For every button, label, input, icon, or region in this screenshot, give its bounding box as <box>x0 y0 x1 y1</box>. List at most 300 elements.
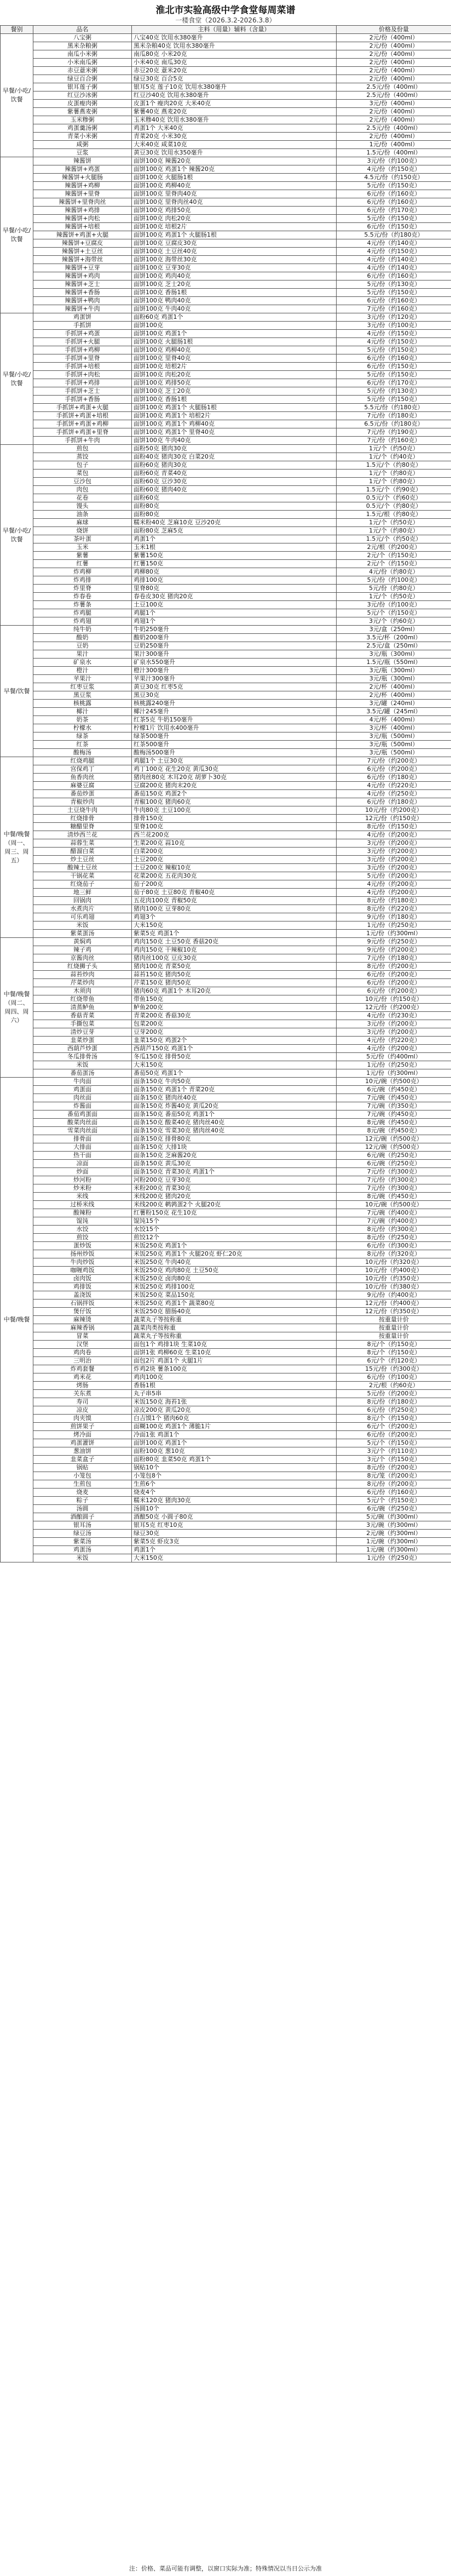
ingredients-cell: 面粉80克 芝麻5克 <box>132 527 337 535</box>
column-header-price: 价格及份量 <box>337 26 451 34</box>
ingredients-cell: 里脊100克 <box>132 823 337 831</box>
ingredients-cell: 烧麦4个 <box>132 1489 337 1497</box>
price-cell: 4元/份（约200克） <box>337 1045 451 1053</box>
price-cell: 4.5元/份（约150克） <box>337 174 451 182</box>
table-row <box>1 1053 451 1061</box>
ingredients-cell: 面饼100克 牛肉40克 <box>132 437 337 445</box>
dish-name-cell: 小米南瓜粥 <box>33 59 132 67</box>
price-cell: 3元/瓶（500ml） <box>337 732 451 741</box>
dish-name-cell: 炸鸡腿 <box>33 609 132 617</box>
ingredients-cell: 黄豆30克 红枣5克 <box>132 683 337 691</box>
ingredients-cell: 河粉200克 豆芽30克 <box>132 1176 337 1184</box>
dish-name-cell: 手抓饼+鸡蛋+里脊 <box>33 428 132 437</box>
ingredients-cell: 南瓜80克 小米20克 <box>132 50 337 59</box>
table-row <box>1 954 451 963</box>
table-row <box>1 502 451 511</box>
table-row <box>1 239 451 248</box>
ingredients-cell: 煎饺12个 <box>132 1234 337 1242</box>
price-cell: 6元/份（约100克） <box>337 1373 451 1382</box>
table-row <box>1 1505 451 1513</box>
price-cell: 7元/碗（约450克） <box>337 1094 451 1102</box>
table-row <box>1 396 451 404</box>
dish-name-cell: 手抓饼+香肠 <box>33 396 132 404</box>
ingredients-cell: 土豆200克 <box>132 856 337 864</box>
dish-name-cell: 醋溜白菜 <box>33 848 132 856</box>
dish-name-cell: 核桃露 <box>33 700 132 708</box>
ingredients-cell: 五花肉100克 青椒50克 <box>132 897 337 905</box>
price-cell: 12元/份（约350克） <box>337 1308 451 1316</box>
price-cell: 3元/份（400ml） <box>337 100 451 108</box>
table-row <box>1 732 451 741</box>
dish-name-cell: 炸鸡柳 <box>33 568 132 576</box>
table-row <box>1 1283 451 1291</box>
table-row <box>1 741 451 749</box>
table-row <box>1 1530 451 1538</box>
ingredients-cell: 面粉60克 <box>132 494 337 502</box>
ingredients-cell: 绿豆30克 <box>132 1530 337 1538</box>
price-cell: 3元/盒（250ml） <box>337 626 451 634</box>
ingredients-cell: 面饼100克 芝士20克 <box>132 387 337 396</box>
dish-name-cell: 青菜小米粥 <box>33 133 132 141</box>
dish-name-cell: 锅贴 <box>33 1464 132 1472</box>
dish-name-cell: 红枣豆浆 <box>33 683 132 691</box>
price-cell: 10元/份（约320克） <box>337 1258 451 1267</box>
dish-name-cell: 蒜苔炒肉 <box>33 971 132 979</box>
price-cell: 5元/份（约130克） <box>337 281 451 289</box>
ingredients-cell: 面饼100克 鸭肉40克 <box>132 297 337 305</box>
table-row <box>1 872 451 880</box>
table-row <box>1 1546 451 1554</box>
ingredients-cell: 猪肉丝80克 木耳20克 胡萝卜30克 <box>132 774 337 782</box>
table-row <box>1 626 451 634</box>
price-cell: 7元/碗（约350克） <box>337 1102 451 1110</box>
dish-name-cell: 辣酱饼+豆芽 <box>33 264 132 272</box>
ingredients-cell: 面饼100克 鸡蛋1个 火腿肠1根 <box>132 404 337 412</box>
ingredients-cell: 赤豆20克 薏米20克 <box>132 67 337 75</box>
price-cell: 4元/份（约220克） <box>337 782 451 790</box>
ingredients-cell: 面糊100克 鸡蛋1个 薄脆1片 <box>132 1423 337 1431</box>
table-row <box>1 157 451 165</box>
price-cell: 4元/份（约140克） <box>337 239 451 248</box>
table-row <box>1 330 451 338</box>
ingredients-cell: 香肠1根 <box>132 1382 337 1390</box>
ingredients-cell: 面饼100克 火腿肠1根 <box>132 174 337 182</box>
ingredients-cell: 牛奶250毫升 <box>132 626 337 634</box>
ingredients-cell: 鸡腿1个 <box>132 609 337 617</box>
ingredients-cell: 椰汁245毫升 <box>132 708 337 716</box>
ingredients-cell: 皮蛋1个 瘦肉20克 大米40克 <box>132 100 337 108</box>
dish-name-cell: 玉米 <box>33 543 132 552</box>
table-row <box>1 207 451 215</box>
price-cell: 5元/份（约150克） <box>337 182 451 190</box>
table-row <box>1 1489 451 1497</box>
ingredients-cell: 面饼100克 海带丝30克 <box>132 256 337 264</box>
ingredients-cell: 米线200克 猪肉20克 <box>132 1193 337 1201</box>
price-cell: 5元/份（约200克） <box>337 1390 451 1398</box>
price-cell: 6元/个（约200克） <box>337 1423 451 1431</box>
table-row <box>1 1390 451 1398</box>
ingredients-cell: 面饼100克 鸡蛋1个 火腿肠1根 <box>132 231 337 239</box>
dish-name-cell: 水饺 <box>33 1226 132 1234</box>
ingredients-cell: 冬瓜150克 排骨50克 <box>132 1053 337 1061</box>
table-row <box>1 379 451 387</box>
ingredients-cell: 面饼100克 鸡排50克 <box>132 379 337 387</box>
dish-name-cell: 辣酱饼+肉松 <box>33 215 132 223</box>
ingredients-cell: 面包2片 鸡蛋1个 火腿1片 <box>132 1357 337 1365</box>
column-header-dish: 品名 <box>33 26 132 34</box>
ingredients-cell: 紫菜5克 虾皮3克 <box>132 1538 337 1546</box>
ingredients-cell: 猪肉60克 鸡蛋1个 木耳20克 <box>132 987 337 995</box>
table-row <box>1 264 451 272</box>
table-row <box>1 34 451 42</box>
dish-name-cell: 小笼包 <box>33 1472 132 1480</box>
table-row <box>1 609 451 617</box>
table-row <box>1 1324 451 1332</box>
ingredients-cell: 鸡蛋1个 <box>132 1546 337 1554</box>
price-cell: 6元/份（约160克） <box>337 297 451 305</box>
price-cell: 12元/碗（约500克） <box>337 1135 451 1143</box>
table-row <box>1 1086 451 1094</box>
price-cell: 1元/碗（约300ml） <box>337 1538 451 1546</box>
table-row <box>1 1102 451 1110</box>
dish-name-cell: 辣酱饼+豆腐皮 <box>33 239 132 248</box>
ingredients-cell: 酸梅汤500毫升 <box>132 749 337 757</box>
table-header-row <box>1 26 451 34</box>
table-row <box>1 371 451 379</box>
ingredients-cell: 豆奶250毫升 <box>132 642 337 650</box>
table-row <box>1 486 451 494</box>
price-cell: 6元/份（约200克） <box>337 987 451 995</box>
table-row <box>1 979 451 987</box>
ingredients-cell: 糯米120克 猪肉30克 <box>132 1497 337 1505</box>
ingredients-cell: 银耳5克 莲子10克 饮用水380毫升 <box>132 83 337 91</box>
dish-name-cell: 酒酿圆子 <box>33 1513 132 1521</box>
ingredients-cell: 面饼100克 香肠1根 <box>132 396 337 404</box>
table-row <box>1 297 451 305</box>
dish-name-cell: 酸梅汤 <box>33 749 132 757</box>
ingredients-cell: 猪肉100克 豆芽80克 <box>132 905 337 913</box>
table-row <box>1 1078 451 1086</box>
table-row <box>1 1398 451 1406</box>
dish-name-cell: 土豆烧牛肉 <box>33 806 132 815</box>
dish-name-cell: 芹菜炒肉 <box>33 979 132 987</box>
dish-name-cell: 蛋炒饭 <box>33 1242 132 1250</box>
price-cell: 5元/份（约200克） <box>337 872 451 880</box>
dish-name-cell: 辣酱饼+鸡柳 <box>33 182 132 190</box>
table-row <box>1 897 451 905</box>
ingredients-cell: 米饭250克 鸡蛋1个 蔬菜80克 <box>132 1300 337 1308</box>
ingredients-cell: 红豆沙40克 饮用水380毫升 <box>132 91 337 100</box>
price-cell: 9元/份（约180克） <box>337 913 451 921</box>
price-cell: 4元/份（约150克） <box>337 338 451 346</box>
ingredients-cell: 炸鸡2块 薯条100克 <box>132 1365 337 1373</box>
dish-name-cell: 包子 <box>33 461 132 470</box>
ingredients-cell: 蒜苔150克 猪肉50克 <box>132 971 337 979</box>
ingredients-cell: 丸子串5串 <box>132 1390 337 1398</box>
table-row <box>1 437 451 445</box>
price-cell: 5元/份（约400ml） <box>337 1053 451 1061</box>
price-cell: 7元/份（约160克） <box>337 437 451 445</box>
price-cell: 6元/碗（约250克） <box>337 1160 451 1168</box>
price-cell: 5.5元/份（约180克） <box>337 404 451 412</box>
table-row <box>1 1439 451 1447</box>
table-row <box>1 527 451 535</box>
dish-name-cell: 地三鲜 <box>33 889 132 897</box>
table-row <box>1 921 451 930</box>
table-row <box>1 987 451 995</box>
dish-name-cell: 鸡米花 <box>33 1373 132 1382</box>
table-row <box>1 412 451 420</box>
table-row <box>1 716 451 724</box>
table-row <box>1 848 451 856</box>
ingredients-cell: 豆芽200克 <box>132 1028 337 1037</box>
table-row <box>1 338 451 346</box>
ingredients-cell: 黑豆30克 <box>132 691 337 700</box>
ingredients-cell: 绿豆30克 百合5克 <box>132 75 337 83</box>
dish-name-cell: 鸡蛋面 <box>33 1086 132 1094</box>
ingredients-cell: 芹菜150克 猪肉50克 <box>132 979 337 987</box>
dish-name-cell: 麻辣香锅 <box>33 1324 132 1332</box>
price-cell: 8元/个（约150克） <box>337 1349 451 1357</box>
ingredients-cell: 小笼包8个 <box>132 1472 337 1480</box>
dish-name-cell: 豆浆 <box>33 149 132 157</box>
price-cell: 3元/份（约200克） <box>337 848 451 856</box>
ingredients-cell: 大米150克 <box>132 1554 337 1562</box>
ingredients-cell: 面条150克 芝麻酱20克 <box>132 1152 337 1160</box>
ingredients-cell: 鲈鱼200克 <box>132 1004 337 1012</box>
table-row <box>1 50 451 59</box>
table-row <box>1 963 451 971</box>
ingredients-cell: 白吉馍1个 猪肉60克 <box>132 1415 337 1423</box>
table-row <box>1 782 451 790</box>
dish-name-cell: 辣酱饼+海带丝 <box>33 256 132 264</box>
price-cell: 2元/份（400ml） <box>337 50 451 59</box>
menu-title: 淮北市实验高级中学食堂每周菜谱 <box>155 5 296 16</box>
dish-name-cell: 炒米粉 <box>33 1184 132 1193</box>
ingredients-cell: 米饭250克 鸡肉80克 土豆50克 <box>132 1267 337 1275</box>
table-row <box>1 281 451 289</box>
table-row <box>1 1472 451 1480</box>
dish-name-cell: 豆奶 <box>33 642 132 650</box>
ingredients-cell: 面饼100克 里脊肉40克 <box>132 190 337 198</box>
price-cell: 2.5元/份（400ml） <box>337 83 451 91</box>
table-row <box>1 938 451 946</box>
table-row <box>1 1300 451 1308</box>
table-row <box>1 749 451 757</box>
dish-name-cell: 橙汁 <box>33 667 132 675</box>
dish-name-cell: 凉皮 <box>33 1406 132 1415</box>
table-row <box>1 346 451 354</box>
dish-name-cell: 大排面 <box>33 1143 132 1152</box>
price-cell: 10元/份（约380克） <box>337 1283 451 1291</box>
table-row <box>1 905 451 913</box>
price-cell: 8元/碗（约450克） <box>337 1127 451 1135</box>
dish-name-cell: 红茶 <box>33 741 132 749</box>
ingredients-cell: 面饼100克 鸡蛋1个 <box>132 1439 337 1447</box>
table-row <box>1 601 451 609</box>
dish-name-cell: 咸粥 <box>33 141 132 149</box>
price-cell: 8元/份（约180克） <box>337 1398 451 1406</box>
table-row <box>1 1037 451 1045</box>
price-cell: 3元/份（约200克） <box>337 856 451 864</box>
price-cell: 1元/个（约50克） <box>337 445 451 453</box>
table-row <box>1 971 451 979</box>
price-cell: 4元/份（约80克） <box>337 568 451 576</box>
price-cell: 8元/笼（约200克） <box>337 1472 451 1480</box>
price-cell: 8元/份（约200克） <box>337 1464 451 1472</box>
dish-name-cell: 奶茶 <box>33 716 132 724</box>
price-cell: 2元/杯（400ml） <box>337 691 451 700</box>
table-row <box>1 100 451 108</box>
price-cell: 3元/瓶（300ml） <box>337 650 451 659</box>
ingredients-cell: 面条150克 排骨80克 <box>132 1135 337 1143</box>
price-cell: 7元/碗（约400克） <box>337 1217 451 1226</box>
table-row <box>1 75 451 83</box>
table-row <box>1 1193 451 1201</box>
dish-name-cell: 卤肉饭 <box>33 1275 132 1283</box>
table-row <box>1 67 451 75</box>
table-row <box>1 880 451 889</box>
ingredients-cell: 面粉40克 猪肉30克 白菜20克 <box>132 453 337 461</box>
price-cell: 7元/份（约200克） <box>337 757 451 765</box>
ingredients-cell: 米饭150克 海苔1张 <box>132 1398 337 1406</box>
ingredients-cell: 柠檬1片 饮用水400毫升 <box>132 724 337 732</box>
ingredients-cell: 面饼100克 培根2片 <box>132 363 337 371</box>
ingredients-cell: 面包1个 鸡排1块 生菜10克 <box>132 1341 337 1349</box>
price-cell: 3元/份（约200克） <box>337 839 451 848</box>
price-cell: 5元/个（约150克） <box>337 609 451 617</box>
price-cell: 按重量计价 <box>337 1324 451 1332</box>
table-row <box>1 272 451 281</box>
meal-cell: 中餐/晚餐（周一、周三、周五） <box>1 757 33 938</box>
table-row <box>1 913 451 921</box>
ingredients-cell: 米饭250克 卤肉80克 <box>132 1275 337 1283</box>
price-cell: 1元/个（约40克） <box>337 453 451 461</box>
ingredients-cell: 面粉60克 鸡蛋1个 <box>132 313 337 322</box>
menu-table-body <box>1 34 451 1562</box>
ingredients-cell: 大米150克 <box>132 921 337 930</box>
ingredients-cell: 米粉200克 青菜30克 <box>132 1184 337 1193</box>
dish-name-cell: 辣子鸡 <box>33 946 132 954</box>
dish-name-cell: 紫菜蛋汤 <box>33 930 132 938</box>
ingredients-cell: 鸡肉150克 干辣椒10克 <box>132 946 337 954</box>
dish-name-cell: 石锅拌饭 <box>33 1300 132 1308</box>
dish-name-cell: 冬瓜排骨汤 <box>33 1053 132 1061</box>
price-cell: 1元/个（约80克） <box>337 470 451 478</box>
price-cell: 6元/份（约300克） <box>337 1242 451 1250</box>
table-row <box>1 568 451 576</box>
ingredients-cell: 面饼100克 <box>132 322 337 330</box>
table-row <box>1 1176 451 1184</box>
price-cell: 5元/个（约150克） <box>337 1497 451 1505</box>
price-cell: 4元/份（约200克） <box>337 831 451 839</box>
price-cell: 12元/份（约150克） <box>337 815 451 823</box>
ingredients-cell: 面粉100克 葱10克 <box>132 1447 337 1456</box>
ingredients-cell: 番茄150克 鸡蛋2个 <box>132 790 337 798</box>
price-cell: 3元/个（约150克） <box>337 1456 451 1464</box>
price-cell: 1.5元/根（约80克） <box>337 511 451 519</box>
dish-name-cell: 盖浇饭 <box>33 1291 132 1300</box>
meal-cell: 早餐/小吃/饮餐 <box>1 157 33 313</box>
ingredients-cell: 面饼100克 鸡柳40克 <box>132 182 337 190</box>
dish-name-cell: 酸辣粉 <box>33 1209 132 1217</box>
ingredients-cell: 面粉50克 猪肉30克 <box>132 445 337 453</box>
dish-name-cell: 银耳莲子粥 <box>33 83 132 91</box>
price-cell: 5元/份（约150克） <box>337 289 451 297</box>
dish-name-cell: 木须肉 <box>33 987 132 995</box>
ingredients-cell: 面饼100克 牛肉40克 <box>132 305 337 313</box>
ingredients-cell: 面饼100克 肉松20克 <box>132 215 337 223</box>
ingredients-cell: 面饼100克 豆腐皮30克 <box>132 239 337 248</box>
dish-name-cell: 米饭 <box>33 921 132 930</box>
price-cell: 3元/份（约200克） <box>337 864 451 872</box>
table-row <box>1 511 451 519</box>
price-cell: 4元/份（约250克） <box>337 790 451 798</box>
ingredients-cell: 面饼100克 鸡蛋1个 <box>132 330 337 338</box>
price-cell: 2元/份（400ml） <box>337 133 451 141</box>
dish-name-cell: 可乐鸡翅 <box>33 913 132 921</box>
price-cell: 6元/份（约170克） <box>337 379 451 387</box>
dish-name-cell: 番茄炒蛋 <box>33 790 132 798</box>
dish-name-cell: 手抓饼+培根 <box>33 363 132 371</box>
dish-name-cell: 煎饺 <box>33 1234 132 1242</box>
ingredients-cell: 鸡肉150克 土豆50克 香菇20克 <box>132 938 337 946</box>
table-row <box>1 798 451 806</box>
table-row <box>1 256 451 264</box>
price-cell: 1元/个（约80克） <box>337 478 451 486</box>
table-row <box>1 1357 451 1365</box>
price-cell: 6元/碗（约250克） <box>337 1152 451 1160</box>
ingredients-cell: 西兰花200克 <box>132 831 337 839</box>
table-row <box>1 930 451 938</box>
ingredients-cell: 生菜200克 蒜10克 <box>132 839 337 848</box>
price-cell: 5元/份（约150克） <box>337 346 451 354</box>
price-cell: 9元/份（约250克） <box>337 938 451 946</box>
dish-name-cell: 红薯 <box>33 560 132 568</box>
meal-cell: 中餐/晚餐（周二、周四、周六） <box>1 938 33 1078</box>
ingredients-cell: 牛肉80克 土豆100克 <box>132 806 337 815</box>
dish-name-cell: 果汁 <box>33 650 132 659</box>
table-row <box>1 1226 451 1234</box>
ingredients-cell: 大米40克 咸菜10克 <box>132 141 337 149</box>
dish-name-cell: 矿泉水 <box>33 659 132 667</box>
ingredients-cell: 面粉80克 <box>132 502 337 511</box>
ingredients-cell: 带鱼150克 <box>132 995 337 1004</box>
ingredients-cell: 大米150克 <box>132 1061 337 1069</box>
dish-name-cell: 黑米杂粮粥 <box>33 42 132 50</box>
table-row <box>1 823 451 831</box>
table-row <box>1 428 451 437</box>
dish-name-cell: 炸春卷 <box>33 593 132 601</box>
dish-name-cell: 鸡蛋汤 <box>33 1546 132 1554</box>
dish-name-cell: 烧饼 <box>33 527 132 535</box>
table-row <box>1 683 451 691</box>
meal-cell: 早餐/小吃/饮餐 <box>1 34 33 157</box>
price-cell: 3元/份（约100克） <box>337 157 451 165</box>
dish-name-cell: 茶叶蛋 <box>33 535 132 543</box>
table-row <box>1 116 451 124</box>
dish-name-cell: 黄焖鸡 <box>33 938 132 946</box>
table-row <box>1 856 451 864</box>
ingredients-cell: 蔬菜丸子等按称重 <box>132 1316 337 1324</box>
table-row <box>1 659 451 667</box>
price-cell: 6元/份（约200克） <box>337 1431 451 1439</box>
ingredients-cell: 馄饨15个 <box>132 1217 337 1226</box>
price-cell: 3元/碗（约300ml） <box>337 1521 451 1530</box>
dish-name-cell: 手抓饼+肉松 <box>33 371 132 379</box>
table-row <box>1 1480 451 1489</box>
ingredients-cell: 西葫芦150克 鸡蛋1个 <box>132 1045 337 1053</box>
